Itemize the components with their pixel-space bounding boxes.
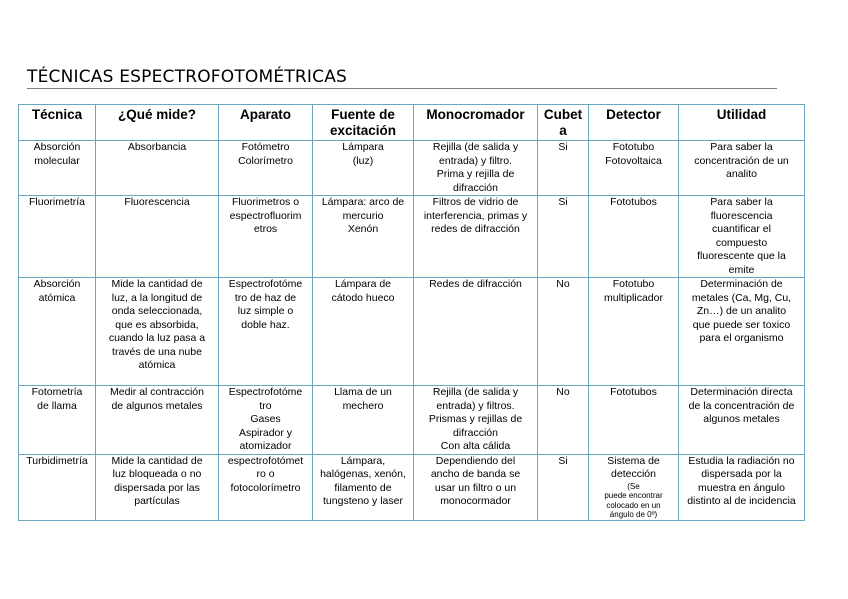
cell-detector xyxy=(589,196,679,278)
cell-line: Fluorimetros o xyxy=(231,196,300,208)
cell-line: concentración de un xyxy=(694,154,789,167)
techniques-table xyxy=(18,104,805,521)
cell-fuente xyxy=(313,196,414,278)
cell-line: Colorímetro xyxy=(238,154,293,167)
cell-line: Para saber la xyxy=(710,196,773,208)
cell-line: Fotómetro xyxy=(241,141,290,153)
cell-que-mide xyxy=(96,278,219,386)
cell-line: difracción xyxy=(453,426,498,439)
cell-line: Lámpara de xyxy=(334,278,392,290)
cell-utilidad xyxy=(679,141,805,196)
cell-que-mide xyxy=(96,196,219,278)
header-line: Cubet xyxy=(543,107,583,122)
cell-line: Xenón xyxy=(347,223,379,235)
cell-line: Fototubo xyxy=(612,141,655,153)
table-row xyxy=(19,386,805,455)
cell-line: para el organismo xyxy=(699,332,784,344)
cell-line: luz simple o xyxy=(237,305,294,317)
cell-monocromador xyxy=(414,196,538,278)
header-fuente xyxy=(313,105,414,141)
cell-utilidad xyxy=(679,196,805,278)
cell-utilidad xyxy=(679,454,805,520)
cell-utilidad xyxy=(679,278,805,386)
cell-line: que puede ser toxico xyxy=(692,318,791,331)
cell-line: de algunos metales xyxy=(111,399,203,412)
cell-line: halógenas, xenón, xyxy=(320,468,406,480)
cell-line: Turbidimetría xyxy=(26,454,88,467)
cell-tecnica xyxy=(19,196,96,278)
cell-line: algunos metales xyxy=(703,413,780,425)
cell-line: dispersada por la xyxy=(701,468,782,480)
header-line: Detector xyxy=(606,107,661,122)
cell-cubeta xyxy=(538,386,589,455)
cell-detector xyxy=(589,278,679,386)
cell-monocromador xyxy=(414,454,538,520)
cell-line: Zn…) de un analito xyxy=(696,305,787,317)
cell-line: entrada) y filtros. xyxy=(436,399,515,412)
table-row xyxy=(19,454,805,520)
cell-que-mide xyxy=(96,386,219,455)
cell-line: cátodo hueco xyxy=(331,291,395,304)
cell-line: Fototubos xyxy=(610,386,657,398)
cell-line: detección xyxy=(611,468,656,480)
table-row xyxy=(19,141,805,196)
detector-note-line: puede encontrar xyxy=(604,491,663,500)
cell-line: atomizador xyxy=(239,440,292,452)
cell-line: Fluorimetría xyxy=(28,196,85,208)
cell-line: doble haz. xyxy=(241,318,290,331)
cell-line: luz bloqueada o no xyxy=(112,468,202,480)
header-monocromador xyxy=(414,105,538,141)
cell-aparato xyxy=(219,196,313,278)
cell-line: Determinación directa xyxy=(690,386,793,398)
cell-line: atómica xyxy=(138,359,176,371)
cell-aparato xyxy=(219,386,313,455)
cell-line: Estudia la radiación no xyxy=(688,454,795,467)
cell-line: multiplicador xyxy=(604,291,663,304)
cell-line: compuesto xyxy=(715,236,768,249)
cell-line: Fotovoltaica xyxy=(605,154,662,167)
cell-cubeta xyxy=(538,141,589,196)
cell-line: Si xyxy=(558,141,568,153)
cell-line: Lámpara xyxy=(342,141,384,153)
cell-line: filamento de xyxy=(334,481,392,494)
cell-line: Mide la cantidad de xyxy=(111,278,203,290)
cell-que-mide xyxy=(96,454,219,520)
header-line: Aparato xyxy=(239,107,291,122)
cell-line: Medir al contracción xyxy=(110,386,204,398)
cell-cubeta xyxy=(538,196,589,278)
cell-line: Sistema de xyxy=(607,454,660,467)
header-que-mide xyxy=(96,105,219,141)
cell-line: Prima y rejilla de xyxy=(436,168,515,180)
cell-line: fluorescente que la xyxy=(697,250,786,262)
table-row xyxy=(19,196,805,278)
header-line: excitación xyxy=(329,123,397,138)
cell-line: Absorción xyxy=(33,278,81,290)
cell-line: onda seleccionada, xyxy=(111,305,203,317)
cell-line: emite xyxy=(728,263,755,276)
cell-line: Fotometría xyxy=(31,386,83,398)
cell-line: No xyxy=(556,386,570,398)
cell-line: dispersada por las xyxy=(114,481,200,494)
cell-line: Para saber la xyxy=(710,141,773,153)
cell-monocromador xyxy=(414,141,538,196)
cell-line: Determinación de xyxy=(700,278,783,290)
header-line: Fuente de xyxy=(331,107,395,122)
cell-detector xyxy=(589,141,679,196)
header-cubeta xyxy=(538,105,589,141)
table-row xyxy=(19,278,805,386)
detector-note-line: colocado en un xyxy=(606,500,661,510)
cell-line: tro xyxy=(259,399,272,412)
header-line: Utilidad xyxy=(716,107,767,122)
cell-line: través de una nube xyxy=(112,345,202,358)
cell-line: Redes de difracción xyxy=(429,278,522,290)
cell-line: Rejilla (de salida y xyxy=(432,386,519,398)
cell-line: Llama de un xyxy=(334,386,392,398)
detector-note-line: ángulo de 0º) xyxy=(609,510,658,519)
cell-line: distinto al de incidencia xyxy=(687,495,796,507)
header-line: Monocromador xyxy=(426,107,525,122)
cell-line: analito xyxy=(726,168,757,180)
cell-line: No xyxy=(556,278,570,290)
cell-tecnica xyxy=(19,141,96,196)
cell-line: de la concentración de xyxy=(688,399,795,412)
cell-line: Espectrofotóme xyxy=(228,278,303,290)
header-line: Técnica xyxy=(31,107,83,122)
cell-line: Fluorescencia xyxy=(124,196,190,208)
cell-line: usar un filtro o un xyxy=(434,481,517,494)
header-row xyxy=(19,105,805,141)
cell-line: que es absorbida, xyxy=(115,318,199,331)
cell-line: etros xyxy=(253,223,278,235)
cell-line: entrada) y filtro. xyxy=(439,154,512,167)
detector-note-line: (Se xyxy=(627,481,640,491)
cell-que-mide xyxy=(96,141,219,196)
cell-line: mechero xyxy=(342,399,384,412)
cell-line: interferencia, primas y xyxy=(423,209,528,222)
title-underline xyxy=(27,88,777,89)
header-line: ¿Qué mide? xyxy=(117,107,196,122)
cell-line: fotocolorímetro xyxy=(230,481,301,494)
cell-line: Mide la cantidad de xyxy=(111,454,203,467)
cell-line: monocormador xyxy=(440,495,511,507)
cell-line: Gases xyxy=(250,413,281,425)
cell-line: Lámpara: arco de xyxy=(321,196,405,208)
cell-line: tungsteno y laser xyxy=(323,495,403,507)
cell-line: mercurio xyxy=(342,209,384,222)
cell-line: Filtros de vidrio de xyxy=(432,196,519,208)
header-aparato xyxy=(219,105,313,141)
cell-fuente xyxy=(313,454,414,520)
cell-cubeta xyxy=(538,278,589,386)
cell-line: tro de haz de xyxy=(234,291,297,304)
cell-monocromador xyxy=(414,278,538,386)
cell-fuente xyxy=(313,386,414,455)
cell-fuente xyxy=(313,141,414,196)
cell-aparato xyxy=(219,278,313,386)
cell-line: cuando la luz pasa a xyxy=(108,332,206,344)
cell-line: Espectrofotóme xyxy=(228,386,303,398)
cell-line: ancho de banda se xyxy=(430,468,521,480)
document-title: TÉCNICAS ESPECTROFOTOMÉTRICAS xyxy=(27,67,348,87)
cell-aparato xyxy=(219,454,313,520)
cell-line: Absorción xyxy=(33,141,81,153)
cell-tecnica xyxy=(19,386,96,455)
header-utilidad xyxy=(679,105,805,141)
cell-tecnica xyxy=(19,278,96,386)
cell-line: metales (Ca, Mg, Cu, xyxy=(691,291,792,304)
cell-line: Dependiendo del xyxy=(435,454,516,467)
cell-line: Absorbancia xyxy=(127,141,187,153)
cell-detector xyxy=(589,454,679,520)
cell-line: Fototubos xyxy=(610,196,657,208)
cell-line: Lámpara, xyxy=(340,454,386,467)
cell-line: Prismas y rejillas de xyxy=(428,413,523,425)
cell-line: luz, a la longitud de xyxy=(111,291,203,304)
cell-cubeta xyxy=(538,454,589,520)
cell-aparato xyxy=(219,141,313,196)
cell-line: fluorescencia xyxy=(710,209,773,222)
cell-line: ro o xyxy=(256,468,275,480)
cell-line: muestra en ángulo xyxy=(698,481,785,494)
cell-line: Rejilla (de salida y xyxy=(432,141,519,153)
cell-line: cuantificar el xyxy=(712,223,771,235)
cell-monocromador xyxy=(414,386,538,455)
cell-tecnica xyxy=(19,454,96,520)
cell-line: partículas xyxy=(134,495,180,507)
cell-line: (luz) xyxy=(352,154,374,167)
cell-detector xyxy=(589,386,679,455)
cell-line: espectrofotómet xyxy=(227,454,304,467)
cell-line: difracción xyxy=(453,181,498,194)
cell-line: atómica xyxy=(38,291,76,304)
cell-utilidad xyxy=(679,386,805,455)
cell-line: Fototubo xyxy=(612,278,655,290)
cell-fuente xyxy=(313,278,414,386)
cell-line: Si xyxy=(558,196,568,208)
cell-line: de llama xyxy=(37,399,77,412)
header-tecnica xyxy=(19,105,96,141)
cell-line: Aspirador y xyxy=(238,426,293,439)
cell-line: redes de difracción xyxy=(431,223,520,235)
cell-line: Si xyxy=(558,454,568,467)
cell-line: Con alta cálida xyxy=(440,440,511,452)
header-line: a xyxy=(559,123,567,138)
cell-line: espectrofluorim xyxy=(229,209,302,222)
header-detector xyxy=(589,105,679,141)
cell-line: molecular xyxy=(34,154,80,167)
